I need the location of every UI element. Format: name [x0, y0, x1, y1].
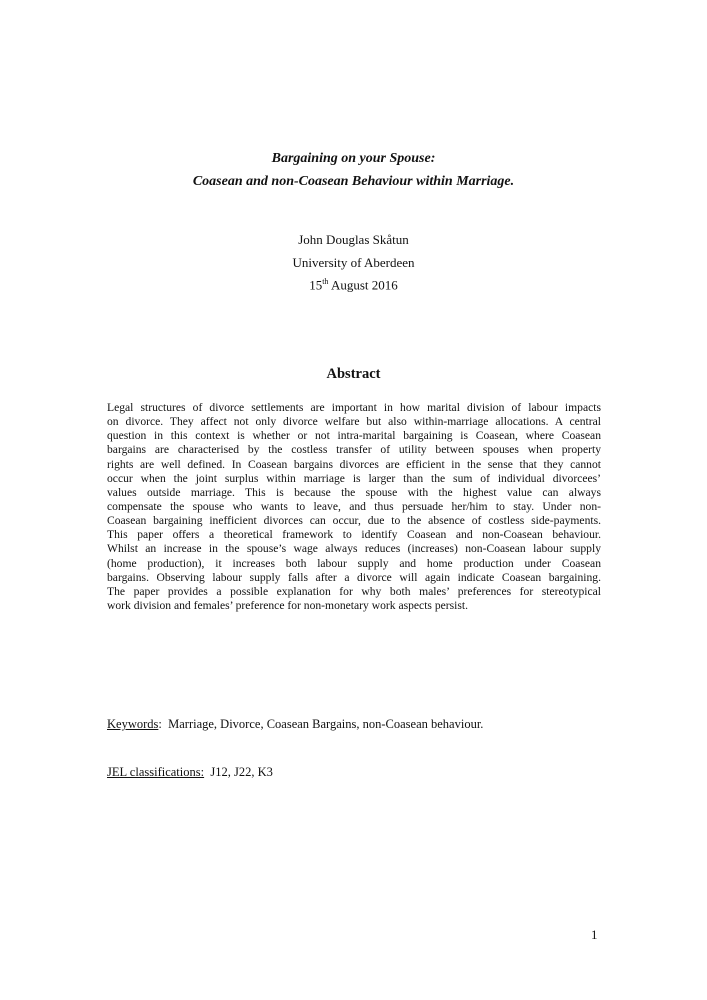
page-number: 1 — [591, 927, 598, 942]
abstract-line: question in this context is whether or not intra-marital bargaining is Coasean, where Coasean — [107, 429, 601, 443]
date-rest: August 2016 — [328, 277, 398, 293]
date-day: 15 — [309, 277, 323, 293]
paper-date — [0, 277, 707, 293]
abstract-line: rights are well defined. In Coasean bargains divorces are efficient in the sense that they cannot — [107, 457, 601, 471]
abstract-line: Coasean bargaining inefficient divorces can occur, due to the absence of costless side-payments. — [107, 514, 601, 528]
abstract-line: Legal structures of divorce settlements are important in how marital division of labour impacts — [107, 401, 601, 414]
abstract-line: on divorce. They affect not only divorce welfare but also within-marriage allocations. A central — [107, 415, 601, 429]
paper-title-line1: Bargaining on your Spouse: — [271, 151, 436, 166]
abstract-body — [107, 401, 601, 613]
abstract-line: Whilst an increase in the spouse’s wage always reduces (increases) non-Coasean labour supply — [107, 542, 601, 556]
date-suffix: th — [322, 277, 329, 286]
author-name: John Douglas Skåtun — [298, 232, 409, 247]
jel-label: JEL classifications: — [107, 765, 205, 779]
paper-title-line2: Coasean and non-Coasean Behaviour within Marriage. — [192, 174, 515, 189]
abstract-line: bargains are characterised by the costless transfer of utility between spouses when property — [107, 443, 601, 457]
abstract-line: compensate the spouse who wants to leave, and thus persuade her/him to stay. Under non- — [107, 499, 601, 513]
abstract-line: (home production), it increases both labour supply and home production under Coasean — [107, 556, 601, 570]
abstract-line: This paper offers a theoretical framework to identify Coasean and non-Coasean behaviour. — [107, 528, 601, 542]
keywords-sep: : — [158, 717, 169, 731]
abstract-line: values outside marriage. This is because the spouse with the highest value can always — [107, 485, 601, 499]
abstract-line: The paper provides a possible explanation for why both males’ preferences for stereotypical — [107, 584, 601, 598]
jel-classifications — [107, 765, 273, 780]
author-affiliation: University of Aberdeen — [292, 255, 415, 270]
abstract-line: bargains. Observing labour supply falls after a divorce will again indicate Coasean bargaining. — [107, 570, 601, 584]
abstract-line: work division and females’ preference for non-monetary work aspects persist. — [107, 598, 468, 612]
abstract-line: occur when the joint surplus within marriage is larger than the sum of individual divorcees’ — [107, 471, 601, 485]
keywords-value: Marriage, Divorce, Coasean Bargains, non-Coasean behaviour. — [168, 717, 484, 731]
keywords-label: Keywords — [107, 717, 159, 731]
abstract-heading: Abstract — [326, 366, 381, 382]
keywords — [107, 717, 483, 732]
jel-value: J12, J22, K3 — [204, 765, 273, 779]
